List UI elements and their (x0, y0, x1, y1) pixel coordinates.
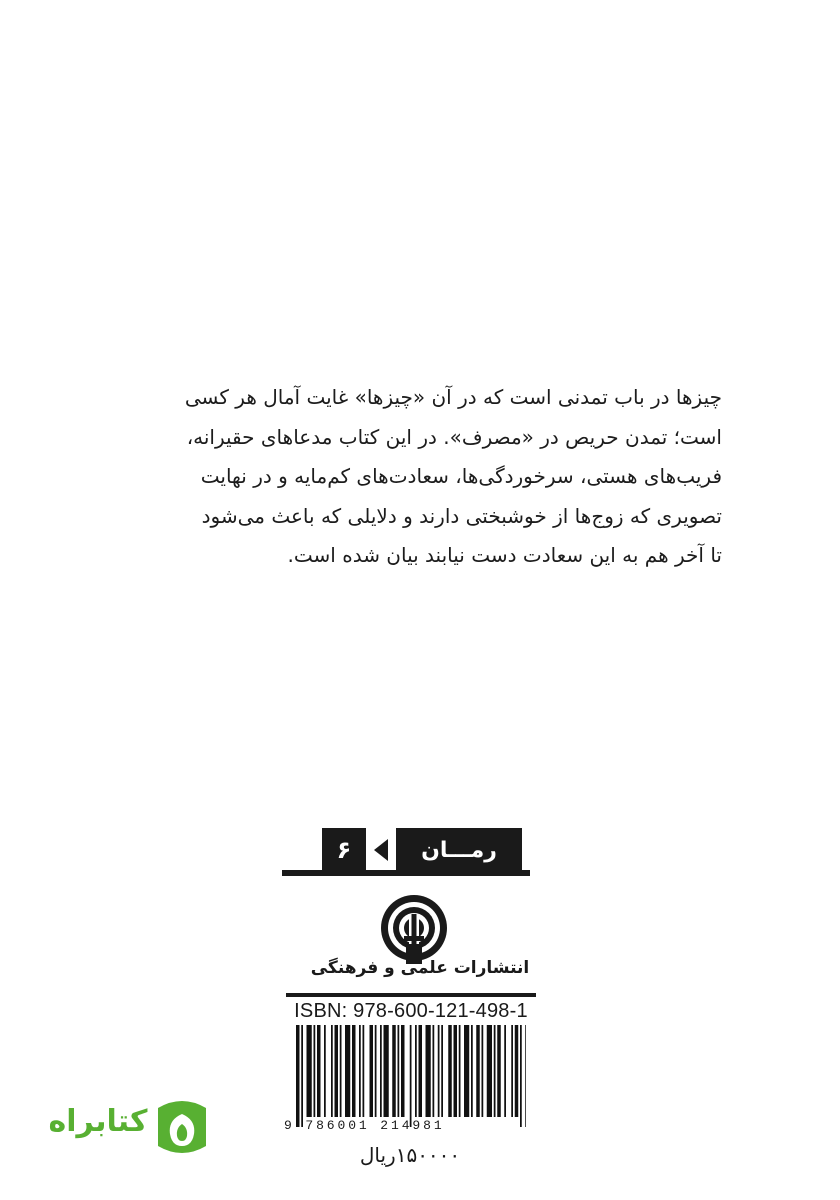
price-label: ۱۵۰۰۰۰ریال (359, 1143, 461, 1167)
barcode-bar (392, 1025, 396, 1117)
barcode-bar (525, 1025, 526, 1127)
barcode-bar (433, 1025, 435, 1117)
barcode-bar (314, 1025, 316, 1117)
barcode-bar (438, 1025, 440, 1117)
barcode-bar (520, 1025, 522, 1127)
barcode-bar (448, 1025, 452, 1117)
blurb-line: تصویری که زوج‌ها از خوشبختی دارند و دلایلی که باعث می‌شود (201, 503, 722, 528)
book-leaf-icon (152, 1094, 212, 1158)
barcode-bar (487, 1025, 492, 1117)
barcode-bar (454, 1025, 458, 1117)
barcode-bar (494, 1025, 496, 1117)
barcode-bar (497, 1025, 501, 1117)
series-arrow-icon (374, 839, 388, 861)
barcode-bar (476, 1025, 480, 1117)
barcode-bar (464, 1025, 469, 1117)
barcode-bar (345, 1025, 350, 1117)
barcode-bar (380, 1025, 382, 1117)
blurb-line: چیزها در باب تمدنی است که در آن «چیزها» غایت آمال هر کسی (184, 385, 722, 409)
barcode-bar (335, 1025, 339, 1117)
barcode-bar (426, 1025, 431, 1117)
barcode-bar (482, 1025, 484, 1117)
barcode-bar (410, 1025, 412, 1127)
barcode-bar (398, 1025, 400, 1117)
barcode-bar (301, 1025, 303, 1127)
barcode-digits: 9 786001 214981 (284, 1118, 445, 1133)
series-label: رمـــان (396, 828, 522, 872)
barcode-bar (459, 1025, 461, 1117)
barcode-bar (515, 1025, 519, 1117)
barcode-bar (370, 1025, 374, 1117)
barcode-bar (511, 1025, 513, 1117)
barcode-bar (340, 1025, 342, 1117)
isbn-divider (286, 993, 536, 997)
kitabrah-wordmark: کتابراه (48, 1104, 148, 1139)
barcode-bar (352, 1025, 356, 1117)
barcode-bar (471, 1025, 473, 1117)
blurb-line: تا آخر هم به این سعادت دست نیابند بیان شده است. (287, 543, 722, 567)
isbn-text: ISBN: 978-600-121-498-1 (294, 1000, 528, 1022)
barcode-bar (384, 1025, 389, 1117)
barcode-bar (415, 1025, 417, 1117)
kitabrah-logo[interactable] (42, 1094, 212, 1160)
barcode-bar (324, 1025, 326, 1117)
barcode-bar (401, 1025, 405, 1117)
barcode-bar (504, 1025, 506, 1117)
barcode-bar (359, 1025, 361, 1117)
barcode-bar (441, 1025, 443, 1117)
barcode-bar (363, 1025, 365, 1117)
barcode-bar (307, 1025, 312, 1117)
barcode-bar (331, 1025, 333, 1117)
barcode-bar (296, 1025, 300, 1127)
blurb-line: است؛ تمدن حریص در «مصرف». در این کتاب مدعاهای حقیرانه، (186, 424, 722, 449)
publisher-logo-icon (374, 892, 454, 964)
series-number: ۶ (322, 828, 366, 872)
publisher-name: انتشارات علمی و فرهنگی (310, 958, 530, 978)
barcode-bar (317, 1025, 321, 1117)
barcode-graphic (296, 1025, 526, 1127)
barcode-bar (419, 1025, 423, 1117)
blurb-line: فریب‌های هستی، سرخوردگی‌ها، سعادت‌های کم‌مایه و در نهایت (200, 464, 722, 488)
barcode-bar (375, 1025, 377, 1117)
back-cover-blurb (110, 378, 722, 576)
